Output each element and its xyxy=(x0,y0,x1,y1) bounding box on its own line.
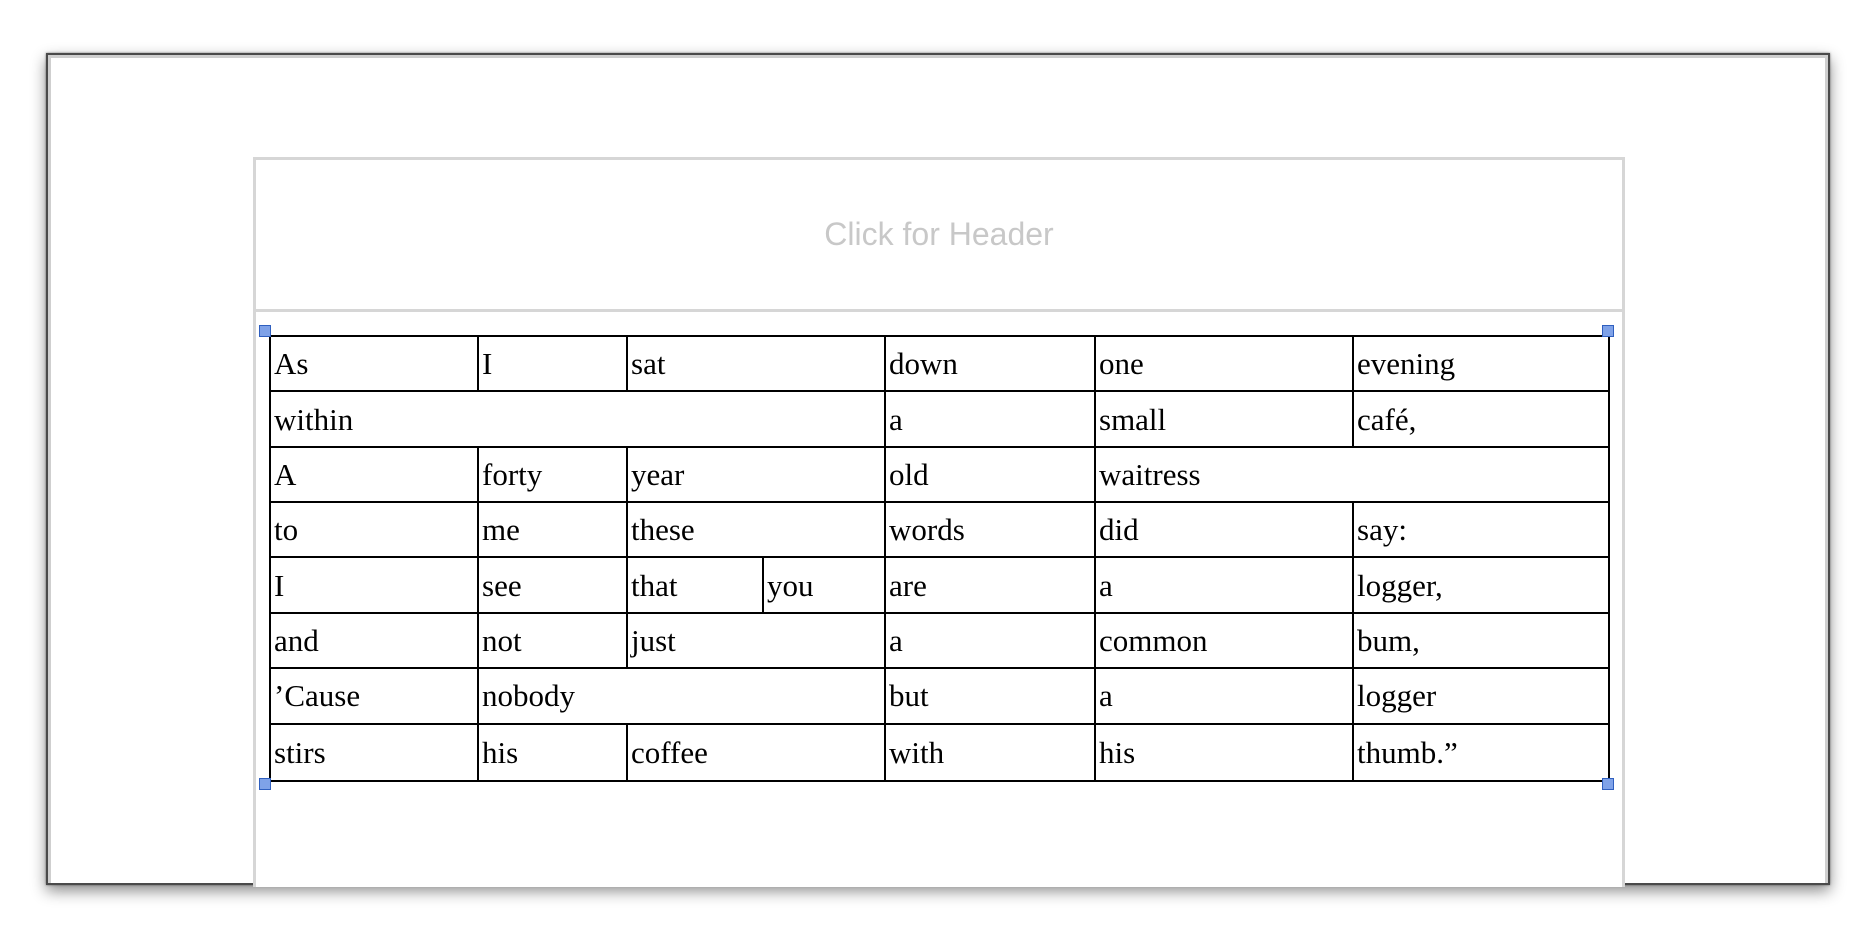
table-cell[interactable]: not xyxy=(478,613,627,668)
table-cell[interactable]: stirs xyxy=(270,724,478,781)
table-row xyxy=(270,613,1609,668)
table-cell[interactable]: bum, xyxy=(1353,613,1609,668)
table-cell[interactable]: common xyxy=(1095,613,1353,668)
poem-table[interactable] xyxy=(269,335,1610,782)
table-cell[interactable]: you xyxy=(763,557,885,612)
table-cell[interactable]: I xyxy=(270,557,478,612)
table-cell[interactable]: logger, xyxy=(1353,557,1609,612)
table-row xyxy=(270,391,1609,446)
table-cell[interactable]: are xyxy=(885,557,1095,612)
table-cell[interactable]: sat xyxy=(627,336,885,391)
table-cell[interactable]: I xyxy=(478,336,627,391)
table-selection[interactable] xyxy=(269,335,1608,782)
table-cell[interactable]: coffee xyxy=(627,724,885,781)
table-cell[interactable]: with xyxy=(885,724,1095,781)
resize-handle-top-right[interactable] xyxy=(1602,325,1614,337)
resize-handle-bottom-left[interactable] xyxy=(259,778,271,790)
table-cell[interactable]: see xyxy=(478,557,627,612)
table-cell[interactable]: and xyxy=(270,613,478,668)
table-cell[interactable]: me xyxy=(478,502,627,557)
table-row xyxy=(270,502,1609,557)
table-cell[interactable]: nobody xyxy=(478,668,885,723)
table-row xyxy=(270,668,1609,723)
table-cell[interactable]: his xyxy=(478,724,627,781)
table-row xyxy=(270,557,1609,612)
table-cell[interactable]: small xyxy=(1095,391,1353,446)
table-cell[interactable]: thumb.” xyxy=(1353,724,1609,781)
table-cell[interactable]: but xyxy=(885,668,1095,723)
table-cell[interactable]: a xyxy=(1095,557,1353,612)
table-row xyxy=(270,724,1609,781)
table-cell[interactable]: evening xyxy=(1353,336,1609,391)
table-cell[interactable]: waitress xyxy=(1095,447,1609,502)
table-cell[interactable]: just xyxy=(627,613,885,668)
table-cell[interactable]: A xyxy=(270,447,478,502)
table-row xyxy=(270,336,1609,391)
header-placeholder: Click for Header xyxy=(824,216,1054,252)
table-cell[interactable]: his xyxy=(1095,724,1353,781)
table-cell[interactable]: As xyxy=(270,336,478,391)
table-cell[interactable]: that xyxy=(627,557,763,612)
table-cell[interactable]: words xyxy=(885,502,1095,557)
page-header-area[interactable] xyxy=(253,157,1625,312)
table-cell[interactable]: say: xyxy=(1353,502,1609,557)
table-cell[interactable]: one xyxy=(1095,336,1353,391)
resize-handle-bottom-right[interactable] xyxy=(1602,778,1614,790)
table-cell[interactable]: year xyxy=(627,447,885,502)
table-row xyxy=(270,447,1609,502)
table-cell[interactable]: did xyxy=(1095,502,1353,557)
table-cell[interactable]: café, xyxy=(1353,391,1609,446)
table-cell[interactable]: within xyxy=(270,391,885,446)
resize-handle-top-left[interactable] xyxy=(259,325,271,337)
table-cell[interactable]: to xyxy=(270,502,478,557)
table-cell[interactable]: these xyxy=(627,502,885,557)
table-cell[interactable]: logger xyxy=(1353,668,1609,723)
table-cell[interactable]: forty xyxy=(478,447,627,502)
table-cell[interactable]: a xyxy=(885,613,1095,668)
table-cell[interactable]: a xyxy=(885,391,1095,446)
table-cell[interactable]: down xyxy=(885,336,1095,391)
table-cell[interactable]: old xyxy=(885,447,1095,502)
table-cell[interactable]: a xyxy=(1095,668,1353,723)
table-cell[interactable]: ’Cause xyxy=(270,668,478,723)
